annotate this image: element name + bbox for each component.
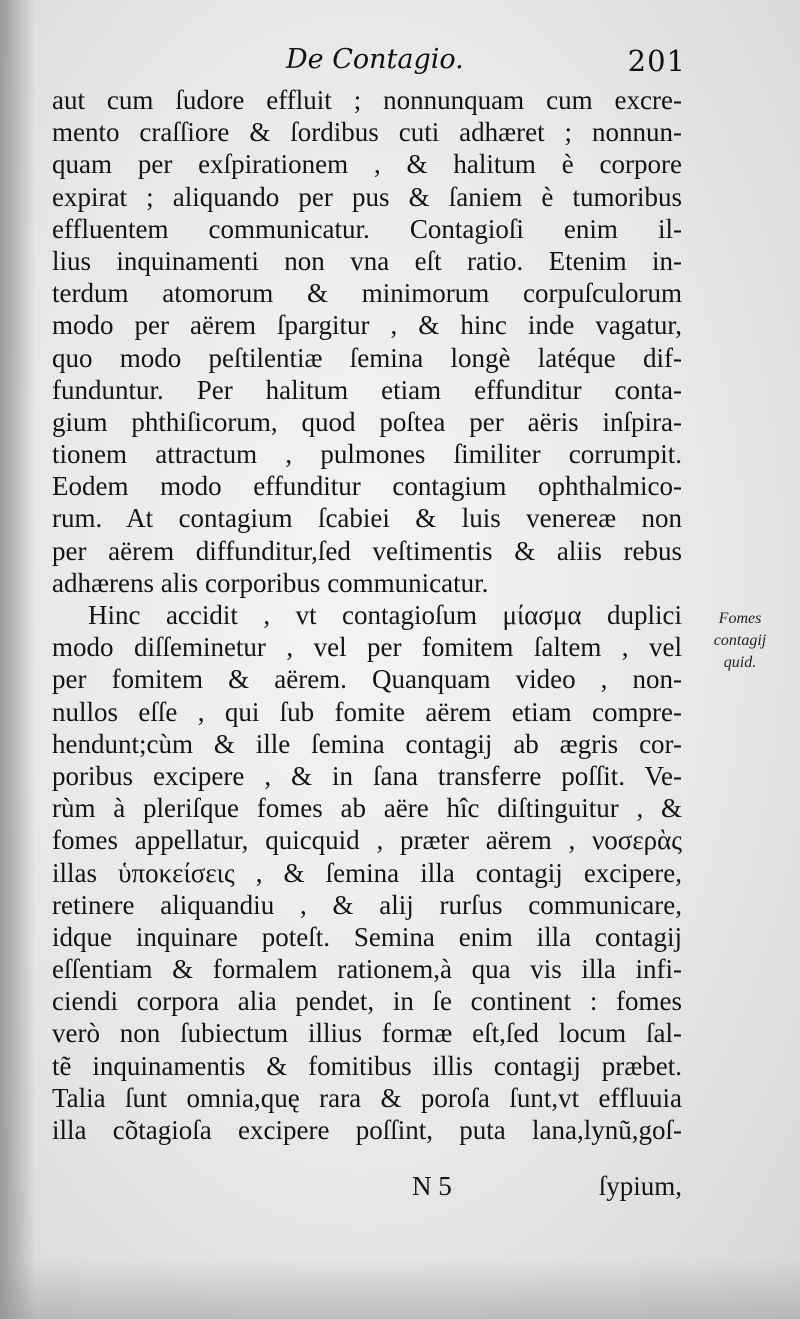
text-line: idque inquinare poteſt. Semina enim illa contagij [52, 921, 682, 952]
marginal-note-line: Fomes [718, 610, 762, 627]
page-number: 201 [627, 44, 686, 78]
text-line: aut cum ſudore effluit ; nonnunquam cum excre- [52, 85, 682, 115]
text-line: rùm à pleriſque fomes ab aëre hîc diſtinguitur , & [52, 793, 682, 824]
running-head [286, 44, 686, 84]
text-line: Talia ſunt omnia,quę rara & poroſa ſunt,vt effluuia [52, 1082, 682, 1113]
spine-shadow [0, 0, 36, 1319]
text-line: eſſentiam & formalem rationem,à qua vis illa infi- [52, 954, 682, 985]
text-line: adhærens alis corporibus communicatur. [52, 567, 489, 598]
text-line: illas ὑποκείσεις , & ſemina illa contagij excipere, [52, 857, 682, 888]
text-line: modo per aërem ſpargitur , & hinc inde vagatur, [52, 310, 682, 341]
text-line: funduntur. Per halitum etiam effunditur conta- [52, 374, 682, 405]
text-line: hendunt;cùm & ille ſemina contagij ab ægris cor- [52, 728, 682, 759]
text-line: per aërem diffunditur,ſed veſtimentis & aliis rebus [52, 535, 682, 566]
marginal-note [690, 608, 790, 674]
text-line: tẽ inquinamentis & fomitibus illis contagij præbet. [52, 1050, 682, 1081]
signature-mark: N 5 [412, 1171, 452, 1201]
text-line: nullos eſſe , qui ſub fomite aërem etiam compre- [52, 696, 682, 727]
page-bottom-shadow [0, 1259, 800, 1319]
text-line: verò non ſubiectum illius formæ eſt,ſed locum ſal- [52, 1018, 682, 1049]
page-footer [52, 1167, 682, 1207]
text-line: rum. At contagium ſcabiei & luis venereæ non [52, 503, 682, 534]
text-line: terdum atomorum & minimorum corpuſculorum [52, 278, 682, 309]
text-line: tionem attractum , pulmones ſimiliter corrumpit. [52, 439, 682, 470]
text-line: quo modo peſtilentiæ ſemina longè latéque dif- [52, 342, 682, 373]
marginal-note-line: contagij [713, 632, 767, 649]
text-line: retinere aliquandiu , & alij rurſus communicare, [52, 889, 682, 920]
text-line: Eodem modo effunditur contagium ophthalmico- [52, 471, 682, 502]
text-line: quam per exſpirationem , & halitum è corpore [52, 149, 682, 180]
running-title: De Contagio. [286, 44, 464, 75]
text-line: illa cõtagioſa excipere poſſint, puta lana,lynũ,goſ- [52, 1115, 682, 1145]
text-line: mento craſſiore & ſordibus cuti adhæret ; nonnun- [52, 117, 682, 148]
text-line: ciendi corpora alia pendet, in ſe continent : fomes [52, 986, 682, 1017]
text-line: lius inquinamenti non vna eſt ratio. Etenim in- [52, 245, 682, 276]
main-text-block [52, 84, 682, 1146]
text-line: per fomitem & aërem. Quanquam video , non- [52, 664, 682, 695]
text-line: poribus excipere , & in ſana transferre poſſit. Ve- [52, 760, 682, 791]
text-line: Hinc accidit , vt contagioſum μίασμα duplici [88, 600, 682, 630]
text-line: expirat ; aliquando per pus & ſaniem è tumoribus [52, 181, 682, 212]
text-line: gium phthiſicorum, quod poſtea per aëris inſpira- [52, 406, 682, 437]
catchword: ſypium, [598, 1171, 682, 1201]
text-line: effluentem communicatur. Contagioſi enim il- [52, 213, 682, 244]
text-line: fomes appellatur, quicquid , præter aërem , νοσερὰς [52, 825, 682, 856]
text-line: modo diſſeminetur , vel per fomitem ſaltem , vel [52, 632, 682, 663]
marginal-note-line: quid. [723, 654, 757, 671]
